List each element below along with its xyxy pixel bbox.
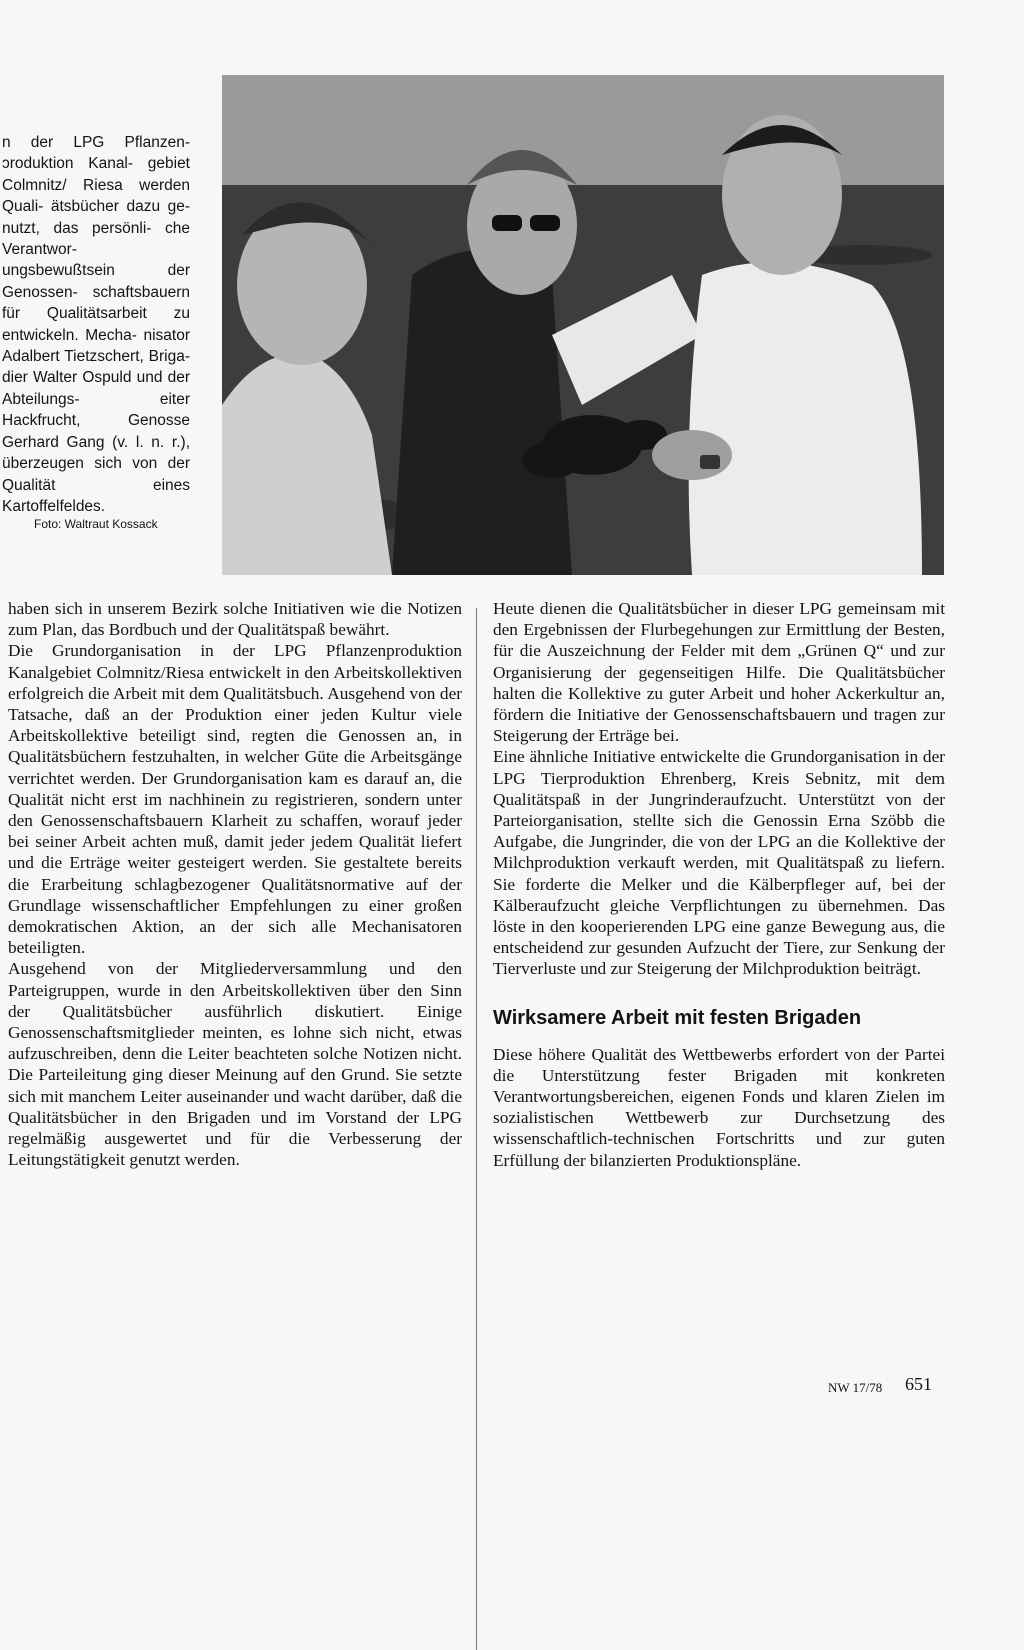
paragraph: Diese höhere Qualität des Wettbewerbs erfordert von der Partei die Unterstützung fester Brigaden mit konkreten Verantwortungsbereichen, eigenen Fonds und klaren Zielen im sozialistischen Wettbewerb zur Durchsetzung des wissenschaftlich-technischen Fortschritts und zur guten Erfüllung der bilanzierten Produktionspläne. <box>493 1044 945 1170</box>
issue-reference: NW 17/78 <box>828 1380 883 1395</box>
photo-credit: Foto: Waltraut Kossack <box>34 517 158 532</box>
paragraph: Eine ähnliche Initiative entwickelte die Grundorganisation in der LPG Tierproduktion Ehrenberg, Kreis Sebnitz, mit dem Qualitätspaß in der Jungrinderaufzucht. Unterstützt von der Parteiorganisation, stellte sich die Genossin Erna Szöbb die Aufgabe, die Jungrinder, die von der LPG an die Kollektive der Milchproduktion verkauft werden, mit Qualitätspaß zu liefern. Sie forderte die Melker und die Kälberpfleger auf, bei der Kälberaufzucht gleiche Verpflichtungen zu übernehmen. Das löste in den kooperierenden LPG eine ganze Bewegung aus, die entscheidend zur gesunden Aufzucht der Tiere, zur Senkung der Tierverluste und zur Steigerung der Milchproduktion beiträgt. <box>493 747 945 979</box>
paragraph: haben sich in unserem Bezirk solche Initiativen wie die Notizen zum Plan, das Bordbuch und der Qualitätspaß bewährt. <box>8 599 462 640</box>
photo-icon <box>222 75 944 575</box>
article-column-left <box>8 598 462 1170</box>
paragraph: Ausgehend von der Mitgliederversammlung und den Parteigruppen, wurde in den Arbeitskollektiven über den Sinn der Qualitätsbücher ausführlich diskutiert. Einige Genossenschaftsmitglieder meinten, es lohne sich nicht, etwas aufzuschreiben, denn die Leiter beachteten solche Notizen nicht. Die Parteileitung ging dieser Meinung auf den Grund. Sie setzte sich mit manchem Leiter auseinander und wacht darüber, daß die Qualitätsbücher in den Brigaden und im Vorstand der LPG regelmäßig ausgewertet und für die Verbesserung der Leitungstätigkeit genutzt werden. <box>8 959 462 1170</box>
caption-text: n der LPG Pflanzen- ɔroduktion Kanal- gebiet Colmnitz/ Riesa werden Quali- ätsbücher dazu ge- nutzt, das persönli- che Verantwor- ungsbewußtsein der Genossen- schaftsbauern für Qualitätsarbeit zu entwickeln. Mecha- nisator Adalbert Tietzschert, Briga- dier Walter Ospuld und der Abteilungs- eiter Hackfrucht, Genosse Gerhard Gang (v. l. n. r.), überzeugen sich von der Qualität eines Kartoffelfeldes. <box>2 134 190 515</box>
field-photo <box>222 75 944 575</box>
photo-caption <box>2 132 190 531</box>
column-divider <box>476 608 477 1650</box>
section-heading: Wirksamere Arbeit mit festen Brigaden <box>493 1006 862 1029</box>
paragraph: Heute dienen die Qualitätsbücher in dieser LPG gemeinsam mit den Ergebnissen der Flurbegehungen zur Ermittlung der Besten, für die Auszeichnung der Felder mit dem „Grünen Q“ und zur Organisierung der gegenseitigen Hilfe. Die Qualitätsbücher halten die Kollektive zu guter Arbeit und hoher Ackerkultur an, fördern die Initiative der Genossenschaftsbauern und tragen zur Steigerung der Erträge bei. <box>493 599 945 746</box>
article-column-right <box>493 598 945 1171</box>
page-number: 651 <box>905 1374 932 1394</box>
paragraph: Die Grundorganisation in der LPG Pflanzenproduktion Kanalgebiet Colmnitz/Riesa entwickelt in den Arbeitskollektiven erfolgreich die Arbeit mit dem Qualitätsbuch. Ausgehend von der Tatsache, daß an der Produktion einer jeden Kultur viele Arbeitskollektive beteiligt sind, regten die Genossen an, in Qualitätsbüchern festzuhalten, in welcher Güte die Arbeitsgänge verrichtet werden. Der Grundorganisation kam es darauf an, die Qualität nicht erst im nachhinein zu registrieren, sondern unter den Genossenschaftsbauern Klarheit zu schaffen, worauf jeder bei seiner Arbeit achten muß, damit jeder jedem Qualität liefert und die Erträge weiter gesteigert werden. Sie gestaltete bereits die Erarbeitung schlagbezogener Qualitätsnormative auf der Grundlage wissenschaftlicher Empfehlungen zu einer großen demokratischen Aktion, an der sich alle Mechanisatoren beteiligten. <box>8 641 462 958</box>
